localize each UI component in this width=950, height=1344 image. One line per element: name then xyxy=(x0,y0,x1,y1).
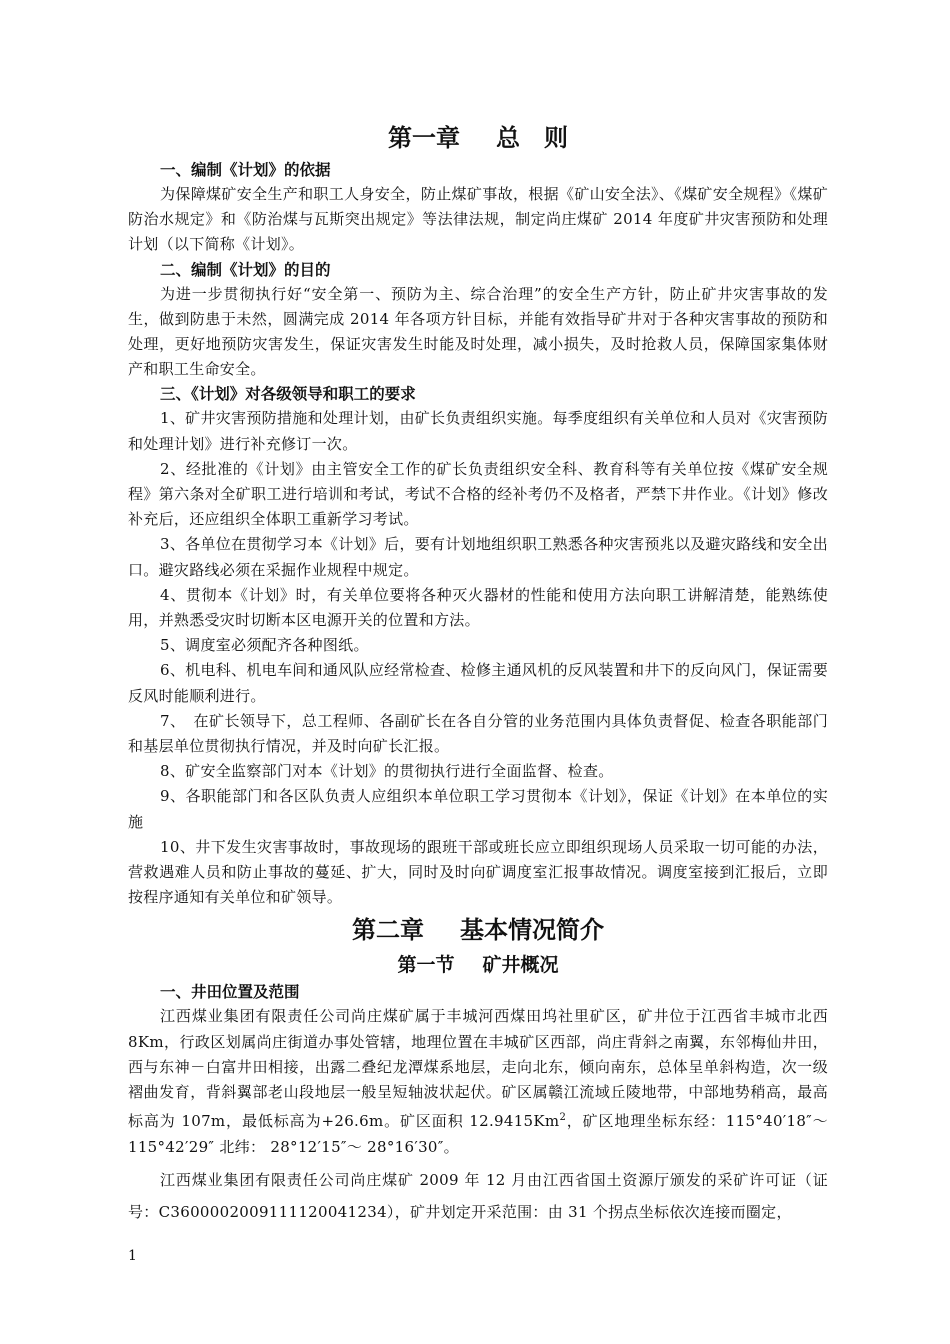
requirement-item-5: 5、调度室必须配齐各种图纸。 xyxy=(160,636,369,655)
section-heading-basis: 一、编制《计划》的依据 xyxy=(160,160,331,179)
section-heading-location: 一、井田位置及范围 xyxy=(160,982,300,1002)
section-heading-requirements: 三、《计划》对各级领导和职工的要求 xyxy=(160,384,416,404)
chapter-1-number: 第一章 xyxy=(388,123,460,152)
chapter-2-name: 基本情况简介 xyxy=(460,915,604,945)
chapter-1-name-part-2: 则 xyxy=(544,123,568,152)
requirement-item-8: 8、矿安全监察部门对本《计划》的贯彻执行进行全面监督、检查。 xyxy=(160,762,614,781)
requirement-item-6: 6、机电科、机电车间和通风队应经常检查、检修主通风机的反风装置和井下的反向风门，保证需要反风时能顺利进行。 xyxy=(128,661,828,705)
requirement-item-9: 9、各职能部门和各区队负责人应组织本单位职工学习贯彻本《计划》，保证《计划》在本单位的实施 xyxy=(128,787,828,831)
section-1-title xyxy=(128,950,828,980)
superscript-2: 2 xyxy=(559,1112,567,1124)
requirement-item-2: 2、经批准的《计划》由主管安全工作的矿长负责组织安全科、教育科等有关单位按《煤矿安全规程》第六条对全矿职工进行培训和考试，考试不合格的经补考仍不及格者，严禁下井作业。《计划》修改补充后，还应组织全体职工重新学习考试。 xyxy=(128,459,828,529)
requirement-item-1: 1、矿井灾害预防措施和处理计划，由矿长负责组织实施。每季度组织有关单位和人员对《灾害预防和处理计划》进行补充修订一次。 xyxy=(128,409,828,453)
chapter-1-name-part-1: 总 xyxy=(496,123,520,152)
paragraph-location-coords: ，矿区地理坐标东经：115°40′18″～115°42′29″ 北纬： 28°12′15″～ 28°16′30″。 xyxy=(128,1112,828,1156)
paragraph-license: 江西煤业集团有限责任公司尚庄煤矿 2009 年 12 月由江西省国土资源厅颁发的采矿许可证（证号：C3600002009111120041234），矿井划定开采范围：由 31 个拐点坐标依次连接而圈定， xyxy=(128,1170,828,1221)
section-heading-purpose: 二、编制《计划》的目的 xyxy=(160,259,331,279)
requirement-item-10: 10、井下发生灾害事故时，事故现场的跟班干部或班长应立即组织现场人员采取一切可能的办法，营救遇难人员和防止事故的蔓延、扩大，同时及时向矿调度室汇报事故情况。调度室接到汇报后，立即按程序通知有关单位和矿领导。 xyxy=(128,837,828,907)
chapter-1-title xyxy=(128,118,828,158)
chapter-2-title xyxy=(128,910,828,950)
requirement-item-3: 3、各单位在贯彻学习本《计划》后，要有计划地组织职工熟悉各种灾害预兆以及避灾路线和安全出口。避灾路线必须在采掘作业规程中规定。 xyxy=(128,535,828,579)
section-1-name: 矿井概况 xyxy=(482,954,559,977)
page-number: 1 xyxy=(128,1248,137,1264)
requirement-item-4: 4、贯彻本《计划》时，有关单位要将各种灭火器材的性能和使用方法向职工讲解清楚，能熟练使用，并熟悉受灾时切断本区电源开关的位置和方法。 xyxy=(128,585,828,630)
section-1-number: 第一节 xyxy=(397,954,455,977)
requirement-item-7: 7、 在矿长领导下，总工程师、各副矿长在各自分管的业务范围内具体负责督促、检查各职能部门和基层单位贯彻执行情况，并及时向矿长汇报。 xyxy=(128,711,828,756)
paragraph-location-text: 江西煤业集团有限责任公司尚庄煤矿属于丰城河西煤田坞社里矿区，矿井位于江西省丰城市北西 8Km，行政区划属尚庄街道办事处管辖，地理位置在丰城矿区西部，尚庄背斜之南翼，东邻梅仙井田，西与东神－白富井田相接，出露二叠纪龙潭煤系地层，走向北东，倾向南东，总体呈单斜构造，次一级褶曲发育，背斜翼部老山段地层一般呈短轴波状起伏。矿区属赣江流域丘陵地带，中部地势稍高，最高标高为 107m，最低标高为+26.6m。矿区面积 12.9415Km xyxy=(128,1007,828,1131)
paragraph-purpose: 为进一步贯彻执行好“安全第一、预防为主、综合治理”的安全生产方针，防止矿井灾害事故的发生，做到防患于未然，圆满完成 2014 年各项方针目标，并能有效指导矿井对于各种灾害事故的预防和处理，更好地预防灾害发生，保证灾害发生时能及时处理，减小损失，及时抢救人员，保障国家集体财产和职工生命安全。 xyxy=(128,284,828,379)
paragraph-basis: 为保障煤矿安全生产和职工人身安全，防止煤矿事故，根据《矿山安全法》、《煤矿安全规程》《煤矿防治水规定》和《防治煤与瓦斯突出规定》等法律法规，制定尚庄煤矿 2014 年度矿井灾害预防和处理计划（以下简称《计划》。 xyxy=(128,185,828,254)
paragraph-location xyxy=(128,1004,828,1159)
document-page xyxy=(128,118,828,1228)
chapter-2-number: 第二章 xyxy=(352,915,424,945)
